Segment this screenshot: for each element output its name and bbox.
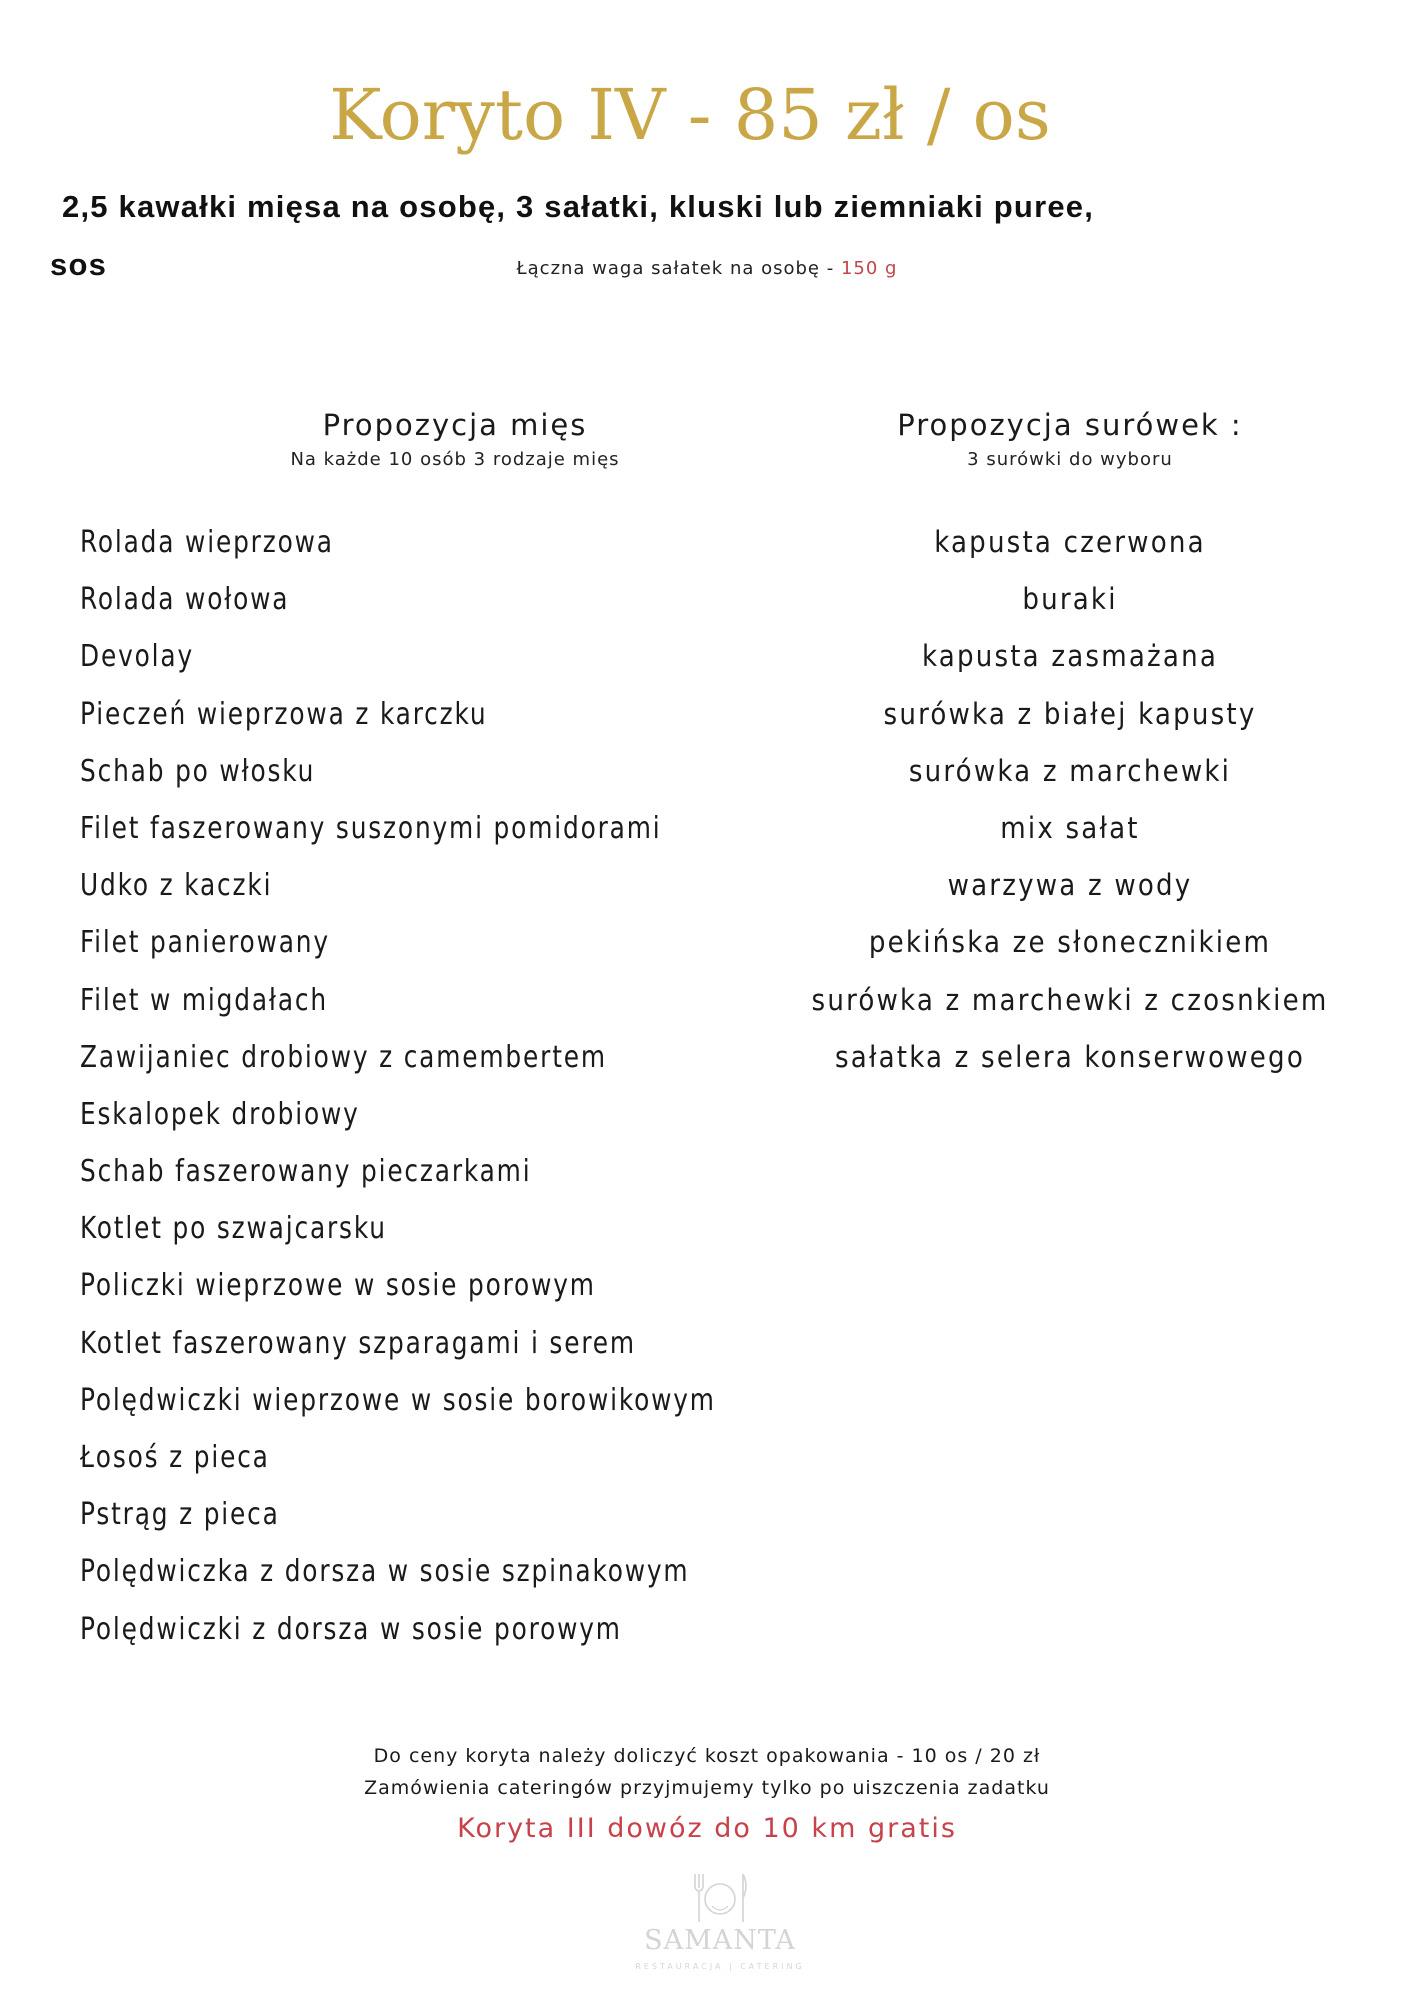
salad-weight-note (0, 258, 1414, 279)
deposit-note: Zamówienia cateringów przyjmujemy tylko po uiszczenia zadatku (364, 1777, 1050, 1799)
meats-subheading: Na każde 10 osób 3 rodzaje mięs (290, 449, 620, 470)
logo-brand-name: SAMANTA (644, 1925, 796, 1956)
salad-item: warzywa z wody (947, 868, 1193, 903)
salad-item: surówka z marchewki (908, 753, 1232, 788)
meat-item: Polędwiczki wieprzowe w sosie borowikowym (80, 1382, 716, 1418)
salads-heading: Propozycja surówek : (897, 408, 1243, 442)
meat-item: Kotlet po szwajcarsku (80, 1211, 387, 1247)
salad-item: kapusta czerwona (934, 525, 1206, 559)
meat-item: Polędwiczki z dorsza w sosie porowym (80, 1611, 622, 1647)
meat-item: Eskalopek drobiowy (80, 1096, 360, 1132)
salads-header (860, 405, 1280, 475)
meat-item: Pieczeń wieprzowa z karczku (80, 696, 488, 732)
meat-item: Schab faszerowany pieczarkami (80, 1154, 532, 1190)
meat-item: Pstrąg z pieca (80, 1497, 280, 1533)
meats-heading: Propozycja mięs (322, 408, 588, 442)
meat-item: Łosoś z pieca (80, 1440, 270, 1475)
salad-item: pekińska ze słonecznikiem (868, 925, 1272, 960)
salad-item: surówka z białej kapusty (883, 696, 1257, 731)
salad-list (790, 514, 1350, 1086)
meats-header (230, 405, 680, 475)
meat-item: Rolada wołowa (80, 582, 290, 618)
meat-item: Policzki wieprzowe w sosie porowym (80, 1268, 596, 1304)
meat-item: Udko z kaczki (80, 868, 273, 904)
meat-item: Schab po włosku (80, 753, 316, 789)
meat-item: Filet faszerowany suszonymi pomidorami (80, 810, 662, 846)
logo-tagline: RESTAURACJA | CATERING (635, 1962, 805, 1971)
page-title: Koryto IV - 85 zł / os (329, 74, 1051, 156)
meat-item: Filet w migdałach (80, 982, 328, 1018)
packaging-cost-note: Do ceny koryta należy doliczyć koszt opakowania - 10 os / 20 zł (373, 1745, 1041, 1767)
salads-subheading: 3 surówki do wyboru (967, 449, 1173, 470)
salad-weight-label: Łączna waga sałatek na osobę - (516, 258, 841, 279)
meat-item: Filet panierowany (80, 925, 330, 961)
meat-list (80, 514, 880, 1658)
delivery-promo: Koryta III dowóz do 10 km gratis (457, 1813, 957, 1844)
salad-item: surówka z marchewki z czosnkiem (811, 982, 1329, 1017)
salad-item: sałatka z selera konserwowego (835, 1039, 1305, 1074)
salad-item: mix sałat (1000, 810, 1140, 845)
salad-item: buraki (1022, 582, 1118, 617)
meat-item: Devolay (80, 639, 194, 675)
package-description-line-2: sos (50, 247, 108, 282)
meat-item: Rolada wieprzowa (80, 525, 334, 560)
meat-item: Kotlet faszerowany szparagami i serem (80, 1325, 636, 1361)
package-description-line-1: 2,5 kawałki mięsa na osobę, 3 sałatki, kluski lub ziemniaki puree, (62, 189, 1095, 224)
salad-weight-value: 150 g (840, 258, 898, 279)
salad-item: kapusta zasmażana (921, 639, 1219, 674)
footer-notes (0, 1740, 1414, 1852)
meat-item: Polędwiczka z dorsza w sosie szpinakowym (80, 1554, 690, 1590)
meat-item: Zawijaniec drobiowy z camembertem (80, 1039, 607, 1075)
restaurant-logo (620, 1872, 820, 1992)
fork-plate-knife-icon (687, 1872, 753, 1924)
